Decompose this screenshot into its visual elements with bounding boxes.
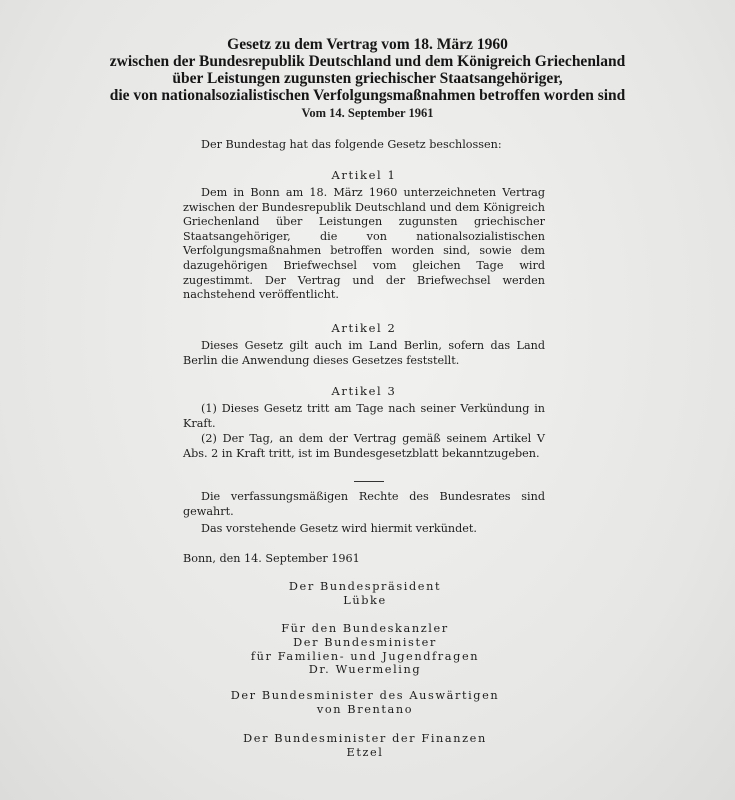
divider [354,481,384,482]
article-paragraph: Dem in Bonn am 18. März 1960 unterzeichneten Vertrag zwischen der Bundesrepublik Deutschland und dem Königreich Griechenland über Leistungen zugunsten griechischer Staatsangehöriger, die von nationalsozialistischen Verfolgungsmaßnahmen betroffen worden sind, sowie dem dazugehörigen Briefwechsel vom gleichen Tage wird zugestimmt. Der Vertrag und der Briefwechsel werden nachstehend veröffentlicht. [183,186,545,302]
place-date: Bonn, den 14. September 1961 [183,552,360,565]
article-paragraph: (2) Der Tag, an dem der Vertrag gemäß seinem Artikel V Abs. 2 in Kraft tritt, ist im Bundesgesetzblatt bekanntzugeben. [183,432,545,460]
preamble-block [183,138,545,153]
article-2-body [183,339,545,368]
signature-block [160,732,570,760]
signature-line: Der Bundesminister des Auswärtigen [230,689,500,702]
signature-line: Für den Bundeskanzler [281,622,449,635]
article-paragraph: (1) Dieses Gesetz tritt am Tage nach seiner Verkündung in Kraft. [183,402,545,430]
signature-line: Der Bundesminister der Finanzen [243,732,487,745]
title-line: zwischen der Bundesrepublik Deutschland und dem Königreich Griechenland [109,53,626,70]
signature-line: Etzel [346,745,384,759]
article-1-heading: Artikel 1 [331,168,397,182]
document-title [0,36,735,104]
title-line: die von nationalsozialistischen Verfolgungsmaßnahmen betroffen worden sind [109,87,626,104]
closing-text: Die verfassungsmäßigen Rechte des Bundesrates sind gewahrt. [183,490,545,518]
signature-line: Dr. Wuermeling [308,663,422,677]
signature-line: Der Bundespräsident [288,580,442,593]
closing-text: Das vorstehende Gesetz wird hiermit verkündet. [201,522,477,535]
title-line: über Leistungen zugunsten griechischer Staatsangehöriger, [172,70,563,87]
signature-line: Lübke [343,593,387,607]
article-3-heading: Artikel 3 [331,384,397,398]
article-2-heading: Artikel 2 [331,321,397,335]
signature-line: von Brentano [316,702,414,716]
article-1-body [183,186,545,303]
signature-block [160,689,570,717]
title-line: Gesetz zu dem Vertrag vom 18. März 1960 [227,36,508,53]
signature-line: Der Bundesminister [293,635,437,649]
article-3-body [183,402,545,431]
signature-block [160,580,570,608]
closing-block-2 [183,522,545,537]
signature-line: für Familien- und Jugendfragen [250,649,480,663]
closing-block [183,490,545,519]
article-paragraph: Dieses Gesetz gilt auch im Land Berlin, sofern das Land Berlin die Anwendung dieses Gesetzes feststellt. [183,339,545,367]
signature-block [160,622,570,677]
document-date: Vom 14. September 1961 [301,106,434,120]
article-3-body-2 [183,432,545,461]
preamble-text: Der Bundestag hat das folgende Gesetz beschlossen: [201,138,502,151]
